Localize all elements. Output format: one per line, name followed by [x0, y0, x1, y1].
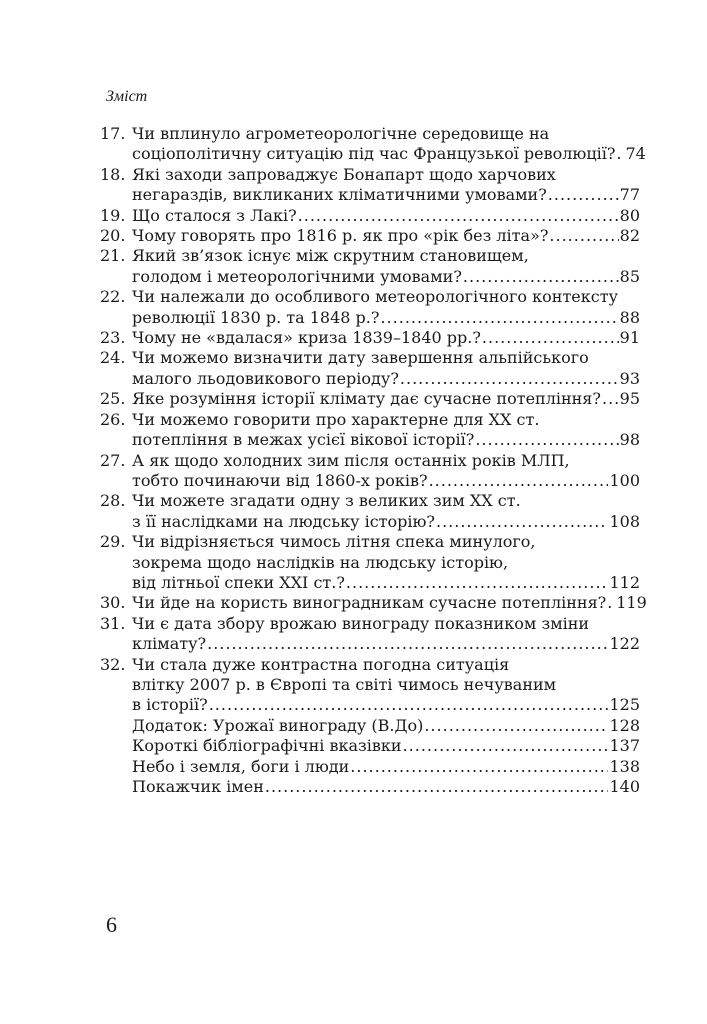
page-number: 6	[106, 912, 117, 937]
dot-leader	[380, 308, 618, 328]
toc-entry-final-line	[132, 185, 640, 205]
dot-leader	[475, 430, 618, 450]
dot-leader	[265, 777, 609, 797]
toc-entry-final-line	[132, 226, 640, 246]
toc-entry-page: 85	[619, 266, 640, 286]
toc-entry-page: 93	[619, 368, 640, 388]
toc-entry-title-line: малого льодовикового періоду?	[132, 368, 399, 388]
toc-entry	[100, 246, 640, 287]
toc-entry-number: 25.	[100, 389, 126, 409]
toc-entry-title-line: Додаток: Урожаї винограду (В.До)	[132, 715, 424, 735]
toc-entry	[100, 655, 640, 716]
toc-entry	[100, 757, 640, 777]
toc-entry-title-line: потепління в межах усієї вікової історії?	[132, 430, 475, 450]
toc-entry	[100, 206, 640, 226]
toc-entry-final-line	[132, 328, 640, 348]
toc-entry-final-line	[132, 430, 640, 450]
toc-entry-number: 29.	[100, 532, 126, 552]
toc-entry-title-line: Чому говорять про 1816 р. як про «рік без літа»?	[132, 226, 549, 246]
toc-entry	[100, 614, 640, 655]
toc-entry-final-line	[132, 716, 640, 736]
dot-leader	[549, 226, 618, 246]
dot-leader	[207, 634, 608, 654]
toc-entry	[100, 491, 640, 532]
toc-entry-final-line	[132, 736, 640, 756]
dot-leader	[607, 593, 615, 613]
toc-entry-title-line: Чи відрізняється чимось літня спека минулого,	[132, 532, 536, 552]
toc-entry-title-line: Чи йде на користь виноградникам сучасне потепління?	[132, 593, 607, 613]
toc-entry-final-line	[132, 593, 647, 613]
toc-entry-number: 30.	[100, 593, 126, 613]
toc-entry-final-line	[132, 573, 640, 593]
toc-entry-number: 26.	[100, 409, 126, 429]
toc-entry-title-line: тобто починаючи від 1860-х років?	[132, 470, 428, 490]
toc-entry	[100, 532, 640, 593]
dot-leader	[616, 144, 624, 164]
toc-entry-number: 21.	[100, 246, 126, 266]
toc-entry	[100, 226, 640, 246]
toc-entry-title-line: соціополітичну ситуацію під час Французької революції?	[132, 144, 616, 164]
toc-entry-final-line	[132, 308, 640, 328]
toc-entry	[100, 124, 646, 165]
table-of-contents	[100, 124, 647, 797]
toc-entry	[100, 410, 640, 451]
toc-entry-number: 19.	[100, 205, 126, 225]
toc-entry-page: 95	[619, 389, 640, 409]
toc-entry-title-line: Чи можемо говорити про характерне для ХХ ст.	[132, 409, 540, 429]
toc-entry-page: 112	[609, 572, 640, 592]
dot-leader	[436, 512, 608, 532]
toc-entry-title-line: влітку 2007 р. в Європі та світі чимось нечуваним	[132, 674, 557, 694]
toc-entry-final-line	[132, 634, 640, 654]
toc-entry	[100, 328, 640, 348]
dot-leader	[482, 328, 619, 348]
toc-entry-final-line	[132, 777, 640, 797]
toc-entry-title-line: негараздів, викликаних кліматичними умовами?	[132, 185, 547, 205]
toc-entry-title-line: зокрема щодо наслідків на людську історію,	[132, 552, 509, 572]
toc-entry	[100, 165, 640, 206]
dot-leader	[463, 267, 619, 287]
toc-entry-title-line: Чи можете згадати одну з великих зим ХХ ст.	[132, 491, 521, 511]
toc-entry-page: 88	[619, 307, 640, 327]
toc-entry-number: 32.	[100, 654, 126, 674]
toc-entry-number: 18.	[100, 164, 126, 184]
toc-entry-title-line: Короткі бібліографічні вказівки	[132, 736, 402, 756]
toc-entry-title-line: революції 1830 р. та 1848 р.?	[132, 307, 380, 327]
toc-entry-title-line: Чи можемо визначити дату завершення альпійського	[132, 348, 589, 368]
toc-entry	[100, 287, 640, 328]
toc-entry	[100, 348, 640, 389]
toc-entry-page: 98	[619, 430, 640, 450]
toc-entry-final-line	[132, 369, 640, 389]
toc-entry-number: 17.	[100, 124, 126, 143]
toc-entry-title-line: А як щодо холодних зим після останніх років МЛП,	[132, 450, 570, 470]
toc-entry-page: 74	[625, 144, 646, 164]
toc-entry-title-line: Чи вплинуло агрометеорологічне середовище на	[132, 124, 550, 143]
toc-entry-title-line: Яке розуміння історії клімату дає сучасне потепління?	[132, 389, 601, 409]
toc-entry-title-line: Який зв’язок існує між скрутним становищем,	[132, 246, 529, 266]
toc-entry-final-line	[132, 757, 640, 777]
toc-entry-page: 108	[609, 511, 640, 531]
toc-entry-title-line: клімату?	[132, 634, 207, 654]
dot-leader	[298, 206, 619, 226]
dot-leader	[209, 695, 609, 715]
dot-leader	[346, 573, 609, 593]
toc-entry-final-line	[132, 206, 640, 226]
toc-entry-title-line: Чи є дата збору врожаю винограду показником зміни	[132, 613, 590, 633]
toc-entry-page: 80	[619, 205, 640, 225]
toc-entry-number: 22.	[100, 287, 126, 307]
toc-entry	[100, 777, 640, 797]
dot-leader	[548, 185, 619, 205]
toc-entry-page: 138	[609, 756, 640, 776]
dot-leader	[424, 716, 608, 736]
toc-entry	[100, 593, 647, 613]
toc-entry-number: 27.	[100, 450, 126, 470]
dot-leader	[429, 471, 609, 491]
toc-entry-page: 128	[609, 715, 640, 735]
toc-entry-title-line: Чи належали до особливого метеорологічного контексту	[132, 287, 618, 307]
toc-entry-title-line: з її наслідками на людську історію?	[132, 511, 435, 531]
toc-entry	[100, 451, 640, 492]
running-head: Зміст	[106, 88, 148, 105]
toc-entry-title-line: голодом і метеорологічними умовами?	[132, 266, 462, 286]
toc-entry	[100, 736, 640, 756]
toc-entry-title-line: Небо і земля, боги і люди	[132, 756, 350, 776]
toc-entry-final-line	[132, 695, 640, 715]
toc-entry-page: 119	[616, 593, 647, 613]
toc-entry-page: 91	[619, 328, 640, 348]
toc-entry-page: 125	[609, 695, 640, 715]
toc-entry-title-line: Які заходи запроваджує Бонапарт щодо харчових	[132, 164, 556, 184]
toc-entry-title-line: Покажчик імен	[132, 777, 264, 796]
toc-entry-page: 122	[609, 634, 640, 654]
toc-entry-final-line	[132, 389, 640, 409]
toc-entry-title-line: в історії?	[132, 695, 208, 715]
dot-leader	[602, 389, 619, 409]
toc-entry-final-line	[132, 267, 640, 287]
toc-entry-title-line: Чи стала дуже контрастна погодна ситуація	[132, 654, 510, 674]
toc-entry-title-line: Що сталося з Лакі?	[132, 205, 297, 225]
dot-leader	[403, 736, 609, 756]
toc-entry-page: 82	[619, 226, 640, 246]
dot-leader	[400, 369, 619, 389]
toc-entry-final-line	[132, 512, 640, 532]
toc-entry-page: 140	[609, 777, 640, 796]
toc-entry-number: 28.	[100, 491, 126, 511]
toc-entry	[100, 716, 640, 736]
toc-entry-number: 31.	[100, 613, 126, 633]
toc-entry-final-line	[132, 471, 640, 491]
toc-entry	[100, 389, 640, 409]
toc-entry-number: 23.	[100, 328, 126, 348]
toc-entry-title-line: Чому не «вдалася» криза 1839–1840 рр.?	[132, 328, 481, 348]
toc-entry-page: 137	[609, 736, 640, 756]
toc-entry-final-line	[132, 144, 646, 164]
toc-entry-number: 24.	[100, 348, 126, 368]
toc-entry-page: 77	[619, 185, 640, 205]
toc-entry-page: 100	[609, 470, 640, 490]
dot-leader	[350, 757, 608, 777]
toc-entry-number: 20.	[100, 226, 126, 246]
toc-entry-title-line: від літньої спеки XXI ст.?	[132, 572, 345, 592]
